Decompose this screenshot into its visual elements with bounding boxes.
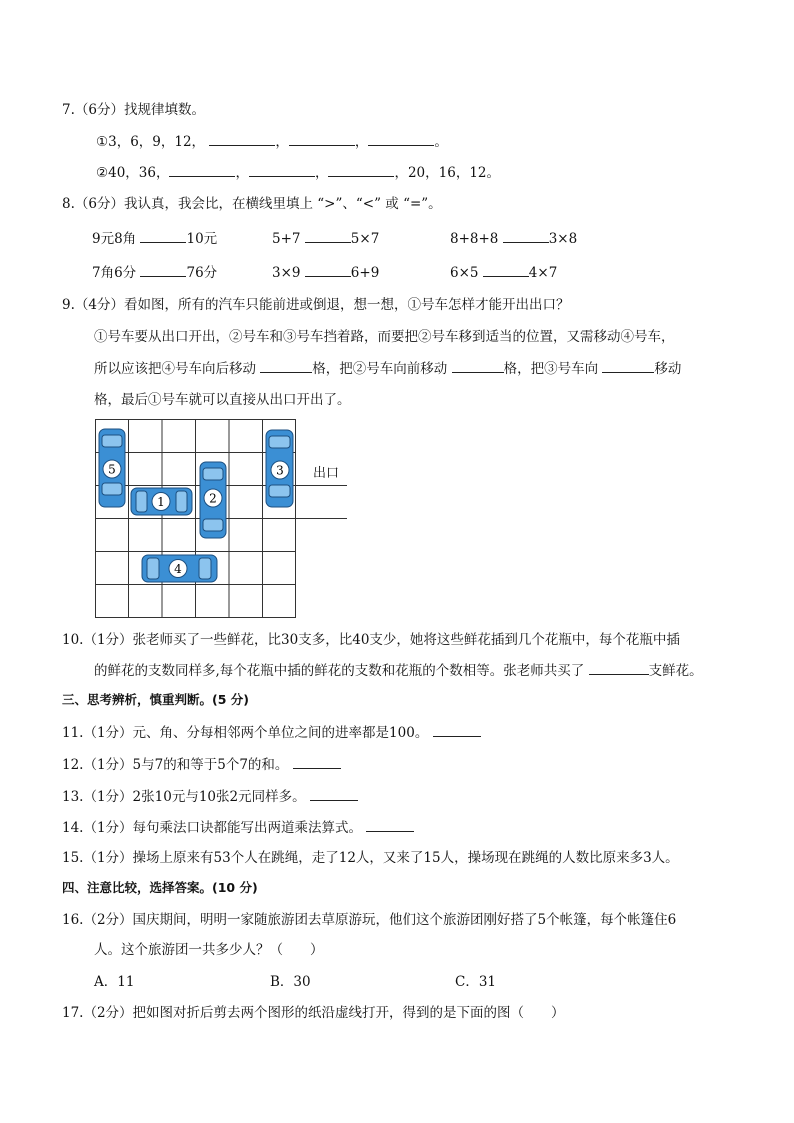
q10-line2: 的鲜花的支数同样多,每个花瓶中插的鲜花的支数和花瓶的个数相等。张老师共买了 支鲜花。 — [94, 660, 703, 681]
car-2-label: 2 — [209, 491, 217, 506]
q14: 14.（1分）每句乘法口诀都能写出两道乘法算式。 — [62, 817, 414, 838]
q17: 17.（2分）把如图对折后剪去两个图形的纸沿虚线打开，得到的是下面的图（ ） — [62, 1005, 565, 1021]
exit-label: 出口 — [313, 466, 340, 481]
parking-grid-figure — [95, 419, 355, 619]
q7-blank-6[interactable] — [328, 162, 394, 177]
q7-blank-4[interactable] — [169, 162, 235, 177]
q13-blank[interactable] — [310, 786, 358, 801]
q8-item-2: 5+7 5×7 — [272, 228, 379, 249]
q8-blank-1[interactable] — [140, 228, 186, 243]
q8-blank-2[interactable] — [305, 228, 351, 243]
q9-title: 9.（4分）看如图，所有的汽车只能前进或倒退，想一想，①号车怎样才能开出出口？ — [62, 297, 570, 313]
q7-title: 7.（6分）找规律填数。 — [62, 102, 205, 118]
q7-blank-5[interactable] — [249, 162, 315, 177]
q12: 12.（1分）5与7的和等于5个7的和。 — [62, 754, 341, 775]
q11: 11.（1分）元、角、分每相邻两个单位之间的进率都是100。 — [62, 722, 481, 743]
q8-item-3: 8+8+8 3×8 — [450, 228, 577, 249]
q7-row2-prefix: ②40，36， — [96, 165, 170, 181]
q7-row2-suffix: ，20，16，12。 — [394, 165, 501, 181]
q16-option-a[interactable]: A．11 — [94, 974, 135, 990]
car-1 — [131, 488, 192, 515]
q8-blank-5[interactable] — [305, 262, 351, 277]
q9-line3: 格，最后①号车就可以直接从出口开出了。 — [94, 392, 351, 408]
car-4 — [142, 555, 217, 582]
section-4-heading: 四、注意比较，选择答案。(10 分) — [62, 880, 258, 895]
car-5-label: 5 — [108, 462, 116, 477]
car-4-label: 4 — [174, 562, 182, 576]
car-2 — [200, 462, 226, 538]
q16-option-b[interactable]: B．30 — [270, 974, 311, 990]
q16-line1: 16.（2分）国庆期间，明明一家随旅游团去草原游玩，他们这个旅游团刚好搭了5个帐篷，每个帐篷住6 — [62, 912, 677, 928]
q7-row1-suffix: 。 — [434, 134, 448, 150]
q10-line1: 10.（1分）张老师买了一些鲜花，比30支多，比40支少，她将这些鲜花插到几个花瓶中，每个花瓶中插 — [62, 632, 680, 648]
q9-blank-2[interactable] — [452, 358, 504, 373]
q14-blank[interactable] — [366, 817, 414, 832]
q9-blank-1[interactable] — [260, 358, 312, 373]
q9-blank-3[interactable] — [602, 358, 654, 373]
q8-title: 8.（6分）我认真，我会比，在横线里填上 “>”、“<” 或 “=”。 — [62, 196, 442, 212]
q8-item-5: 3×9 6+9 — [272, 262, 379, 283]
section-3-heading: 三、思考辨析，慎重判断。(5 分) — [62, 692, 249, 707]
q16-option-c[interactable]: C．31 — [455, 974, 497, 990]
q7-blank-3[interactable] — [368, 131, 434, 146]
q8-blank-3[interactable] — [503, 228, 549, 243]
car-3 — [266, 430, 293, 507]
q9-line2: 所以应该把④号车向后移动 格，把②号车向前移动 格，把③号车向 移动 — [94, 358, 681, 379]
q7-row2: ②40，36， ， ， ，20，16，12。 — [96, 162, 500, 183]
q8-blank-4[interactable] — [140, 262, 186, 277]
car-3-label: 3 — [276, 463, 284, 478]
q7-row1: ①3，6，9，12， ， ， 。 — [96, 131, 448, 152]
q7-blank-2[interactable] — [289, 131, 355, 146]
q15: 15.（1分）操场上原来有53个人在跳绳，走了12人，又来了15人，操场现在跳绳的人数比原来多3人。 — [62, 850, 679, 866]
q8-item-1: 9元8角 10元 — [92, 228, 217, 249]
car-5 — [99, 429, 125, 507]
q8-item-4: 7角6分 76分 — [92, 262, 217, 283]
car-1-label: 1 — [157, 495, 165, 509]
q13: 13.（1分）2张10元与10张2元同样多。 — [62, 786, 358, 807]
q9-line1: ①号车要从出口开出，②号车和③号车挡着路，而要把②号车移到适当的位置，又需移动④号车， — [94, 329, 675, 345]
q7-blank-1[interactable] — [209, 131, 275, 146]
q8-item-6: 6×5 4×7 — [450, 262, 557, 283]
q7-row1-prefix: ①3，6，9，12， — [96, 134, 206, 150]
q11-blank[interactable] — [433, 722, 481, 737]
q8-blank-6[interactable] — [483, 262, 529, 277]
q10-blank[interactable] — [589, 660, 649, 675]
q16-line2: 人。这个旅游团一共多少人？（ ） — [94, 942, 324, 958]
q12-blank[interactable] — [293, 754, 341, 769]
